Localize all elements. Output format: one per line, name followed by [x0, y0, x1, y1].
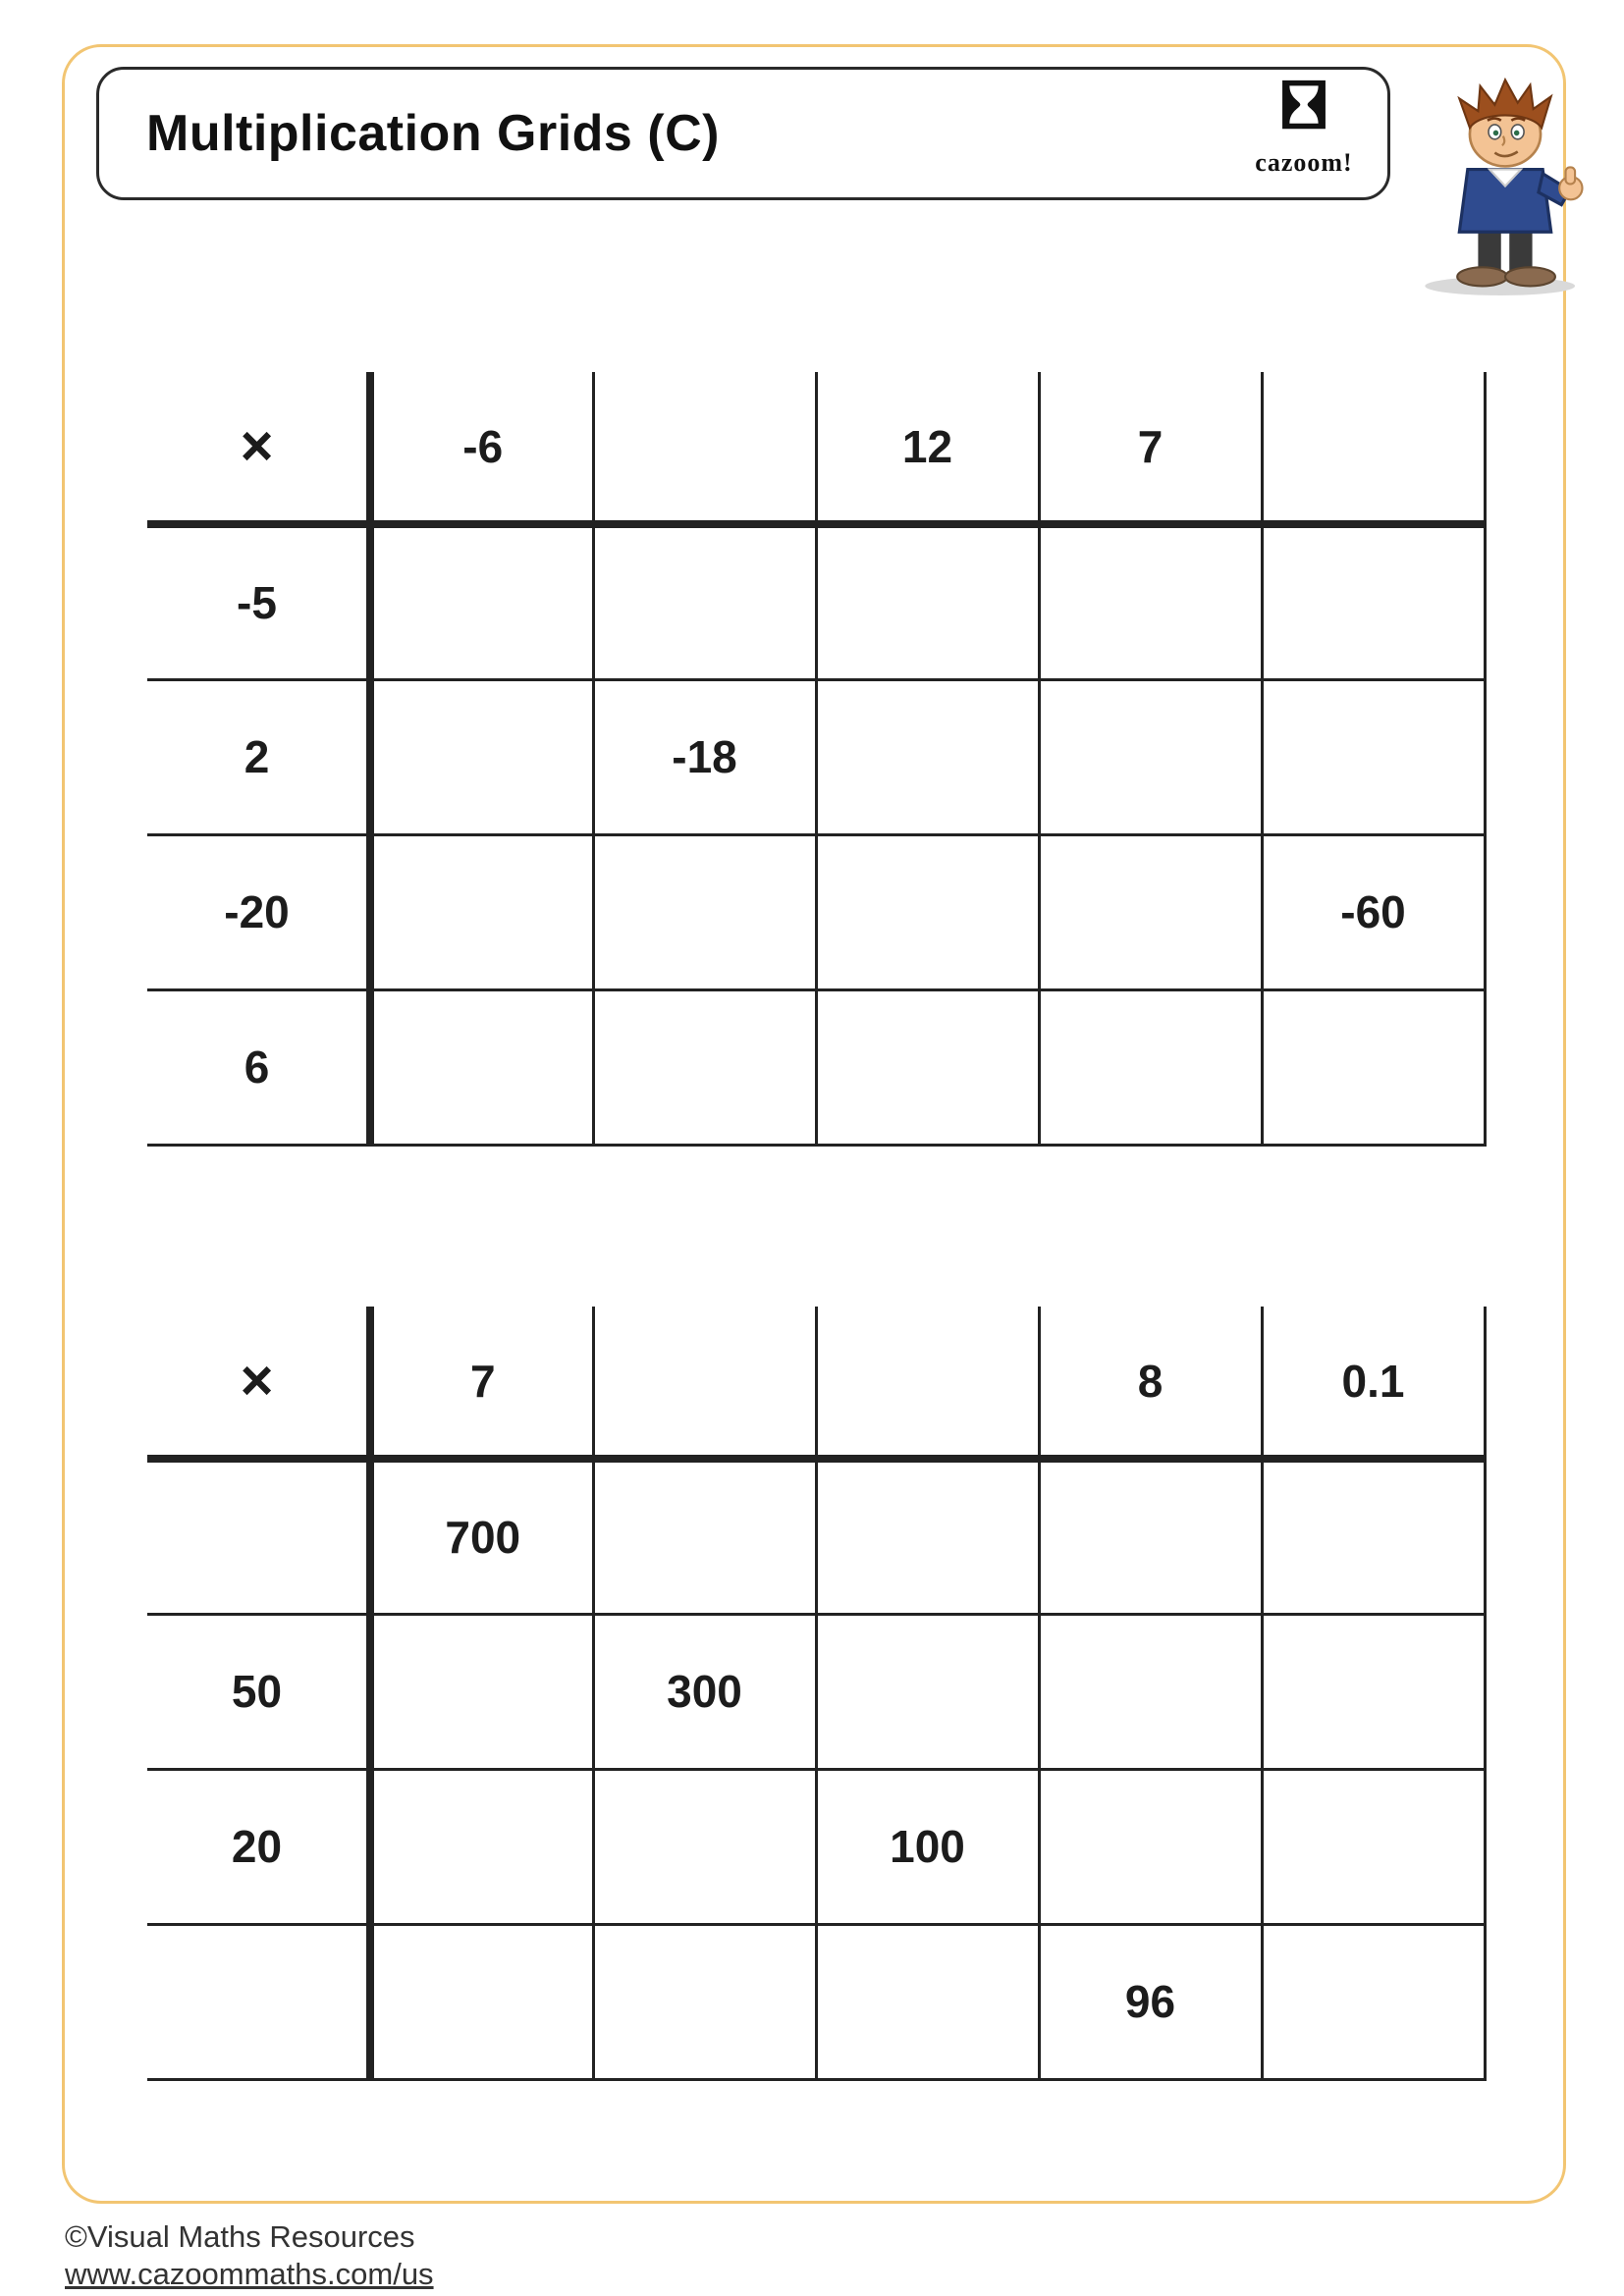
- title-box: [96, 67, 1390, 200]
- row-label-cell: 6: [147, 989, 370, 1145]
- grid-cell: [370, 1614, 593, 1769]
- grid-cell: [1039, 524, 1262, 679]
- grid-header-cell: 7: [370, 1307, 593, 1459]
- row-label-cell: 50: [147, 1614, 370, 1769]
- cazoom-logo-icon: [1272, 129, 1335, 145]
- grid-header-cell: [593, 372, 816, 524]
- grid-cell: [1039, 1459, 1262, 1614]
- grid-cell: [1039, 1769, 1262, 1924]
- row-label-cell: 20: [147, 1769, 370, 1924]
- grid-cell: [1039, 679, 1262, 834]
- grid-header-cell: 12: [816, 372, 1039, 524]
- grid-cell: [370, 1769, 593, 1924]
- grid-row: [147, 834, 1485, 989]
- row-label-cell: [147, 1924, 370, 2079]
- grid-row: [147, 1614, 1485, 1769]
- grid-cell: [1039, 834, 1262, 989]
- grid-cell: [816, 834, 1039, 989]
- cazoom-logo-text: cazoom!: [1255, 148, 1353, 177]
- grid-cell: [593, 1924, 816, 2079]
- grid-cell: [593, 834, 816, 989]
- multiplication-grid-1: [147, 372, 1487, 1147]
- grid-header-cell: 8: [1039, 1307, 1262, 1459]
- grid-header-row: [147, 1307, 1485, 1459]
- grid-cell: [1262, 524, 1485, 679]
- grid-cell: [593, 1769, 816, 1924]
- row-label-cell: -5: [147, 524, 370, 679]
- grid-row: [147, 524, 1485, 679]
- grid-cell: [1262, 1459, 1485, 1614]
- cazoom-logo: [1233, 79, 1375, 178]
- grid-cell: [1262, 679, 1485, 834]
- grid-header-cell: 0.1: [1262, 1307, 1485, 1459]
- times-symbol: ×: [147, 1307, 370, 1459]
- row-label-cell: 2: [147, 679, 370, 834]
- grid-cell: [593, 1459, 816, 1614]
- grid-header-cell: [816, 1307, 1039, 1459]
- grid-cell: [1039, 989, 1262, 1145]
- grid-cell: [816, 1614, 1039, 1769]
- grid-cell: [1262, 1924, 1485, 2079]
- grid-cell: [1262, 1769, 1485, 1924]
- grid-cell: [370, 834, 593, 989]
- grid-row: [147, 679, 1485, 834]
- page-title: Multiplication Grids (C): [146, 105, 720, 162]
- cazoom-mascot: [1398, 57, 1612, 296]
- grid-cell: [1262, 1614, 1485, 1769]
- grid-header-row: [147, 372, 1485, 524]
- grid-cell: 700: [370, 1459, 593, 1614]
- grid-header-cell: -6: [370, 372, 593, 524]
- grid-cell: -60: [1262, 834, 1485, 989]
- grid-cell: [816, 679, 1039, 834]
- footer-link[interactable]: www.cazoommaths.com/us: [65, 2257, 434, 2291]
- times-symbol: ×: [147, 372, 370, 524]
- grid-header-cell: [1262, 372, 1485, 524]
- grid-cell: -18: [593, 679, 816, 834]
- grid-row: [147, 1924, 1485, 2079]
- grid-cell: 96: [1039, 1924, 1262, 2079]
- grid-cell: [816, 524, 1039, 679]
- footer: [65, 2218, 434, 2293]
- grid-cell: [593, 989, 816, 1145]
- grid-cell: [370, 679, 593, 834]
- grid-header-cell: [593, 1307, 816, 1459]
- grid-cell: 100: [816, 1769, 1039, 1924]
- grid-cell: [816, 989, 1039, 1145]
- grid-cell: 300: [593, 1614, 816, 1769]
- grid-row: [147, 989, 1485, 1145]
- grid-cell: [370, 524, 593, 679]
- footer-copyright: ©Visual Maths Resources: [65, 2219, 415, 2254]
- grid-cell: [593, 524, 816, 679]
- grid-cell: [816, 1924, 1039, 2079]
- row-label-cell: -20: [147, 834, 370, 989]
- grid-row: [147, 1459, 1485, 1614]
- grid-header-cell: 7: [1039, 372, 1262, 524]
- grid-cell: [816, 1459, 1039, 1614]
- row-label-cell: [147, 1459, 370, 1614]
- grid-cell: [370, 1924, 593, 2079]
- grid-cell: [1039, 1614, 1262, 1769]
- grid-row: [147, 1769, 1485, 1924]
- multiplication-grid-2: [147, 1307, 1487, 2081]
- grid-cell: [370, 989, 593, 1145]
- grid-cell: [1262, 989, 1485, 1145]
